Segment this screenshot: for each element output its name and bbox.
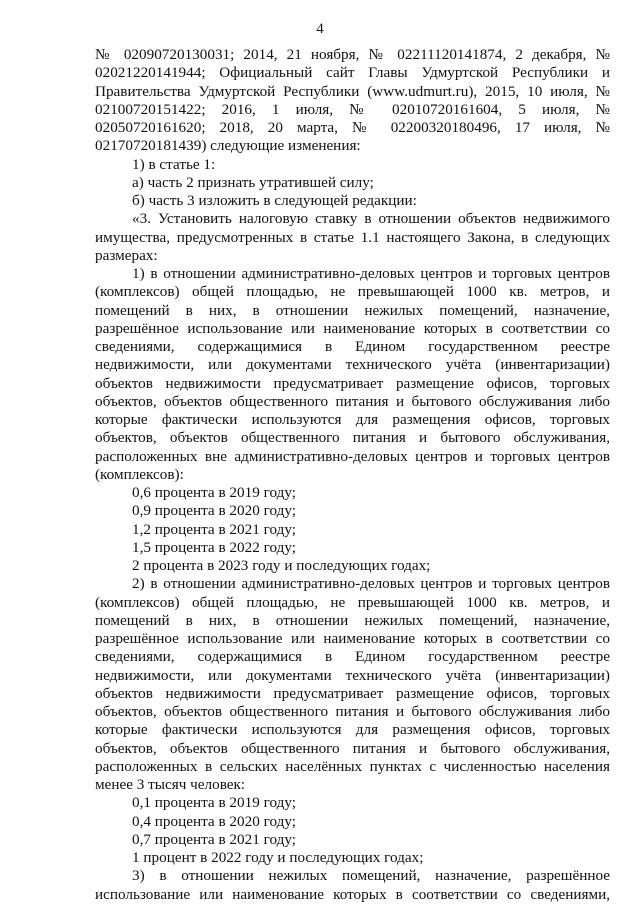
paragraph-references: № 02090720130031; 2014, 21 ноября, № 02211120141874, 2 декабря, № 02021220141944; Официальный сайт Главы Удмуртской Республики и Правительства Удмуртской Республики (www.udmurt.ru), 2015, 10 июля, № 02100720151422; 2016, 1 июля, № 02010720161604, 5 июля, № 02050720161620; 2018, 20 марта, № 02200320180496, 17 июля, № 02170720181439) следующие изменения:	[95, 46, 610, 155]
rate-line: 0,1 процента в 2019 году;	[132, 794, 296, 812]
paragraph-subitem-b: б) часть 3 изложить в следующей редакции:	[132, 192, 417, 209]
rate-line: 1,5 процента в 2022 году;	[132, 538, 296, 556]
paragraph-clause-3: 3) в отношении нежилых помещений, назначение, разрешённое использование или наименование которых в соответствии со сведениями,	[95, 867, 610, 903]
paragraph-subitem-a: а) часть 2 признать утратившей силу;	[132, 173, 374, 191]
page-number: 4	[316, 21, 324, 37]
rate-line: 1,2 процента в 2021 году;	[132, 520, 296, 538]
paragraph-clause-2: 2) в отношении административно-деловых центров и торговых центров (комплексов) общей площадью, не превышающей 1000 кв. метров, и помещений в них, в отношении нежилых помещений, назначение, разрешённое использование или наименование которых в соответствии со сведениями, содержащимися в Едином государственном реестре недвижимости, или документами технического учёта (инвентаризации) объектов недвижимости предусматривает размещение офисов, торговых объектов, объектов общественного питания и бытового обслуживания либо которые фактически используются для размещения офисов, торговых объектов, объектов общественного питания и бытового обслуживания, расположенных в сельских населённых пунктах с численностью населения менее 3 тысяч человек:	[95, 575, 610, 793]
rate-line: 1 процент в 2022 году и последующих годах;	[132, 849, 424, 866]
paragraph-part-3: «3. Установить налоговую ставку в отношении объектов недвижимого имущества, предусмотренных в статье 1.1 настоящего Закона, в следующих размерах:	[95, 210, 610, 264]
rate-line: 2 процента в 2023 году и последующих годах;	[132, 557, 431, 574]
rate-line: 0,9 процента в 2020 году;	[132, 502, 296, 520]
paragraph-clause-1: 1) в отношении административно-деловых центров и торговых центров (комплексов) общей площадью, не превышающей 1000 кв. метров, и помещений в них, в отношении нежилых помещений, назначение, разрешённое использование или наименование которых в соответствии со сведениями, содержащимися в Едином государственном реестре недвижимости, или документами технического учёта (инвентаризации) объектов недвижимости предусматривает размещение офисов, торговых объектов, объектов общественного питания и бытового обслуживания либо которые фактически используются для размещения офисов, торговых объектов, объектов общественного питания и бытового обслуживания, расположенных вне административно-деловых центров и торговых центров (комплексов):	[95, 265, 610, 483]
document-body	[95, 46, 610, 904]
rate-line: 0,4 процента в 2020 году;	[132, 812, 296, 830]
rate-line: 0,7 процента в 2021 году;	[132, 830, 296, 848]
rate-line: 0,6 процента в 2019 году;	[132, 484, 296, 501]
paragraph-item-article-1: 1) в статье 1:	[132, 155, 216, 173]
